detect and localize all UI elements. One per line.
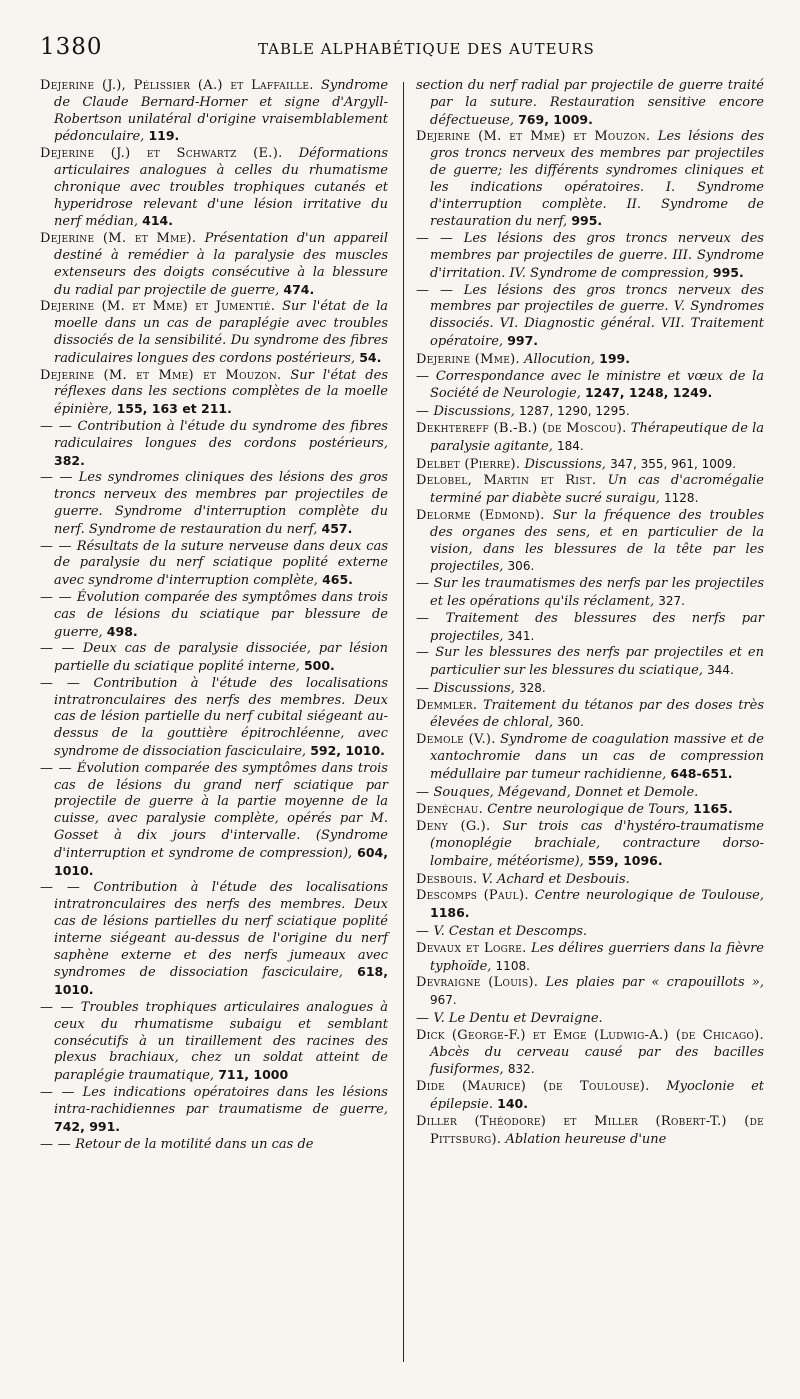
entry-author: — — (40, 1137, 72, 1153)
entry-pages: 382. (54, 452, 85, 468)
entry-title: Deux cas de paralysie dissociée, par lésion partielle du sciatique poplité interne, (54, 641, 388, 675)
entry-title: Présentation d'un appareil destiné à remédier à la paralysie des muscles extenseurs des doigts consécutive à la blessure du radial par projectile de guerre, (54, 231, 388, 298)
entry-title: Évolution comparée des symptômes dans trois cas de lésions du grand nerf sciatique par projectile de guerre à la partie moyenne de la cuisse, avec paralysie complète, opérés par M. Gosset à dix jours d'intervalle. (Syndrome d'interruption et syndrome de compression), (54, 760, 388, 861)
index-entry (416, 473, 764, 508)
entry-pages: 1287, 1290, 1295. (519, 404, 630, 419)
index-entry (416, 819, 764, 870)
entry-pages: 498. (106, 623, 138, 639)
entry-title: Les syndromes cliniques des lésions des gros troncs nerveux des membres par projectiles de guerre. Syndrome d'interruption complète du nerf. Syndrome de restauration du nerf, (54, 470, 388, 537)
entry-author: Dejerine (M. et Mme) et Mouzon. (416, 129, 651, 145)
entry-author: — (416, 576, 430, 592)
entry-pages: 1247, 1248, 1249. (584, 385, 713, 401)
index-entry (40, 368, 388, 419)
index-entry (40, 880, 388, 1000)
entry-author: — (416, 784, 430, 800)
entry-author: Diller (Théodore) et Miller (Robert-T.) (de Pittsburg). (416, 1113, 764, 1147)
entry-title: Traitement du tétanos par des doses très élevées de chloral, (430, 697, 764, 731)
entry-title: Centre neurologique de Toulouse, (534, 888, 764, 904)
entry-title: Contribution à l'étude des localisations intratronculaires des nerfs des membres. Deux cas de lésions partielles du nerf sciatique poplité interne siégeant au-dessus de l'origine du nerf saphène externe et des nerfs jumeaux avec syndromes de dissociation fasciculaire, (54, 880, 388, 981)
index-entry (416, 351, 764, 369)
entry-pages: 465. (322, 572, 353, 588)
entry-author: — — (416, 282, 454, 298)
entry-author: — — (40, 641, 75, 657)
entry-author: Devaux et Logre. (416, 940, 527, 956)
entry-title: V. Achard et Desbouis. (481, 871, 630, 887)
entry-title: Troubles trophiques articulaires analogues à ceux du rhumatisme subaigu et semblant consécutifs à un tiraillement des racines des plexus brachiaux, chez un soldat atteint de paraplégie traumatique, (54, 1000, 388, 1084)
entry-pages: 995. (571, 213, 603, 229)
entry-title: Sur l'état de la moelle dans un cas de paraplégie avec troubles dissociés de la sensibilité. Du syndrome des fibres radiculaires longues des cordons postérieurs, (54, 299, 388, 366)
index-entry (40, 78, 388, 146)
index-entry (416, 888, 764, 923)
entry-title: Les délires guerriers dans la fièvre typhoïde, (430, 940, 764, 974)
entry-author: Dide (Maurice) (de Toulouse). (416, 1079, 650, 1095)
entry-title: Discussions, (433, 404, 515, 420)
entry-author: — — (416, 231, 454, 247)
entry-pages: 604, 1010. (54, 844, 388, 878)
index-entry (40, 590, 388, 641)
index-entry (416, 1010, 764, 1028)
entry-title: Sur les blessures des nerfs par projectiles et en particulier sur les blessures du sciatique, (430, 645, 764, 679)
entry-title: Souques, Mégevand, Donnet et Demole. (433, 784, 699, 800)
entry-author: — (416, 610, 430, 626)
entry-author: — — (40, 675, 81, 691)
entry-title: Thérapeutique de la paralysie agitante, (430, 420, 764, 454)
index-entry (40, 761, 388, 881)
entry-author: — (416, 645, 430, 661)
entry-pages: 344. (707, 663, 734, 678)
entry-author: — — (40, 470, 73, 486)
index-entry (416, 421, 764, 456)
index-entry (416, 1079, 764, 1114)
entry-pages: 742, 991. (54, 1118, 121, 1134)
entry-pages: 119. (148, 128, 180, 144)
index-entry (416, 941, 764, 976)
index-entry (416, 78, 764, 129)
entry-title: Discussions, (433, 680, 515, 696)
entry-title: Sur la fréquence des troubles des organes des sens, et en particulier de la vision, dans les blessures de la tête par les projectiles, (430, 507, 764, 575)
entry-pages: 711, 1000 (218, 1067, 289, 1083)
entry-title: Les lésions des gros troncs nerveux des membres par projectiles de guerre. III. Syndrome d'irritation. IV. Syndrome de compression, (430, 231, 764, 281)
entry-author: — — (40, 760, 72, 776)
entry-title: Allocution, (524, 351, 595, 367)
entry-pages: 967. (430, 993, 457, 1008)
index-entry (416, 611, 764, 646)
index-entry (40, 470, 388, 538)
index-entry (40, 539, 388, 590)
entry-author: Descomps (Paul). (416, 888, 529, 904)
entry-author: Dejerine (J.) et Schwartz (E.). (40, 146, 283, 162)
entry-author: — (416, 1011, 430, 1027)
entry-author: — — (40, 1085, 75, 1101)
entry-title: Les plaies par « crapouillots », (545, 975, 764, 991)
index-entry (416, 698, 764, 733)
entry-author: Dejerine (M. et Mme) et Mouzon. (40, 367, 282, 383)
entry-title: Discussions, (524, 456, 606, 472)
entry-pages: 1186. (430, 905, 470, 921)
entry-author: — (416, 680, 430, 696)
entry-pages: 140. (497, 1096, 528, 1112)
entry-title: Un cas d'acromégalie terminé par diabète sucré suraigu, (430, 473, 764, 507)
index-entry (416, 403, 764, 421)
index-entry (416, 680, 764, 698)
entry-title: Évolution comparée des symptômes dans trois cas de lésions du sciatique par blessure de guerre, (54, 589, 388, 640)
index-entry (416, 1028, 764, 1079)
index-entry (40, 299, 388, 367)
entry-title: Contribution à l'étude des localisations intratronculaires des nerfs des membres. Deux cas de lésion partielle du nerf cubital siégeant au-dessus de la gouttière épitrochléenne, avec syndrome de dissociation fasciculaire, (54, 675, 388, 760)
index-entry (40, 419, 388, 470)
entry-pages: 648-651. (670, 765, 733, 781)
entry-title: V. Le Dentu et Devraigne. (433, 1011, 603, 1027)
entry-title: Myoclonie et épilepsie. (430, 1079, 765, 1113)
index-entry (416, 283, 764, 351)
entry-title: Traitement des blessures des nerfs par projectiles, (430, 610, 764, 644)
entry-title: Contribution à l'étude du syndrome des fibres radiculaires longues des cordons postérieurs, (54, 418, 388, 451)
index-entry (416, 369, 764, 404)
entry-author: Dick (George-F.) et Emge (Ludwig-A.) (de Chicago). (416, 1027, 764, 1043)
entry-title: Syndrome de Claude Bernard-Horner et signe d'Argyll-Robertson unilatéral d'origine vraisemblablement pédonculaire, (54, 78, 389, 145)
entry-author: — — (40, 880, 81, 896)
entry-author: Desbouis. (416, 871, 478, 887)
entry-title: Les lésions des gros troncs nerveux des membres par projectiles de guerre. V. Syndromes dissociés. VI. Diagnostic général. VII. Traitement opératoire, (430, 282, 764, 349)
index-entry (416, 576, 764, 611)
entry-author: Demole (V.). (416, 732, 496, 748)
entry-title: Les lésions des gros troncs nerveux des membres par projectiles de guerre; les différents syndromes cliniques et les indications opératoires. I. Syndrome d'interruption complète. II. Syndrome de restauration du nerf, (430, 129, 765, 230)
entry-pages: 997. (507, 332, 539, 348)
entry-pages: 306. (507, 559, 535, 574)
right-column (416, 78, 764, 1148)
entry-author: Dejerine (J.), Pélissier (A.) et Laffaille. (40, 78, 314, 93)
index-entry (40, 1000, 388, 1085)
entry-author: Demmler. (416, 697, 478, 713)
entry-pages: 54. (359, 349, 382, 365)
entry-title: Sur trois cas d'hystéro-traumatisme (monoplégie brachiale, contracture dorso-lombaire, météorisme), (430, 819, 764, 869)
entry-author: — (416, 368, 430, 384)
entry-author: — — (40, 538, 72, 554)
entry-pages: 199. (599, 350, 630, 366)
entry-pages: 1165. (693, 801, 733, 817)
entry-author: Delorme (Edmond). (416, 507, 545, 523)
index-entry (416, 129, 764, 231)
entry-author: Denéchau. (416, 802, 484, 818)
entry-title: Les indications opératoires dans les lésions intra-rachidiennes par traumatisme de guerre, (54, 1085, 388, 1117)
entry-author: — (416, 924, 430, 940)
entry-author: Devraigne (Louis). (416, 975, 539, 991)
column-divider (403, 82, 404, 1362)
index-entry (40, 1085, 388, 1136)
entry-author: — — (40, 418, 73, 434)
entry-title: Déformations articulaires analogues à celles du rhumatisme chronique avec troubles trophiques cutanés et hyperidrose relevant d'une lésion irritative du nerf médian, (54, 146, 388, 230)
index-columns (40, 78, 782, 1378)
entry-title: Abcès du cerveau causé par des bacilles fusiformes, (430, 1044, 764, 1078)
entry-title: Correspondance avec le ministre et vœux de la Société de Neurologie, (430, 368, 764, 402)
entry-pages: 457. (321, 520, 353, 536)
entry-author: Delbet (Pierre). (416, 456, 521, 472)
left-column (40, 78, 388, 1154)
entry-pages: 328. (519, 680, 546, 695)
entry-title: Retour de la motilité dans un cas de (75, 1137, 314, 1153)
entry-author: Dekhtereff (B.-B.) (de Moscou). (416, 420, 627, 436)
entry-pages: 155, 163 et 211. (116, 401, 232, 417)
entry-pages: 500. (303, 658, 335, 674)
entry-author: — — (40, 589, 72, 605)
entry-author: Deny (G.). (416, 819, 491, 835)
index-entry (40, 231, 388, 299)
entry-author: Dejerine (M. et Mme) et Jumentié. (40, 299, 276, 315)
entry-pages: 327. (658, 593, 685, 608)
entry-author: — (416, 404, 430, 420)
index-entry (416, 645, 764, 680)
entry-pages: 474. (283, 281, 315, 297)
entry-pages: 832. (507, 1062, 535, 1077)
entry-title: V. Cestan et Descomps. (433, 924, 588, 940)
entry-title: Ablation heureuse d'une (505, 1131, 667, 1147)
index-entry (416, 1114, 764, 1149)
index-entry (416, 508, 764, 576)
entry-pages: 347, 355, 961, 1009. (610, 456, 737, 471)
entry-title: Centre neurologique de Tours, (487, 802, 690, 818)
index-entry (416, 231, 764, 282)
entry-title: section du nerf radial par projectile de guerre traité par la suture. Restauration sensitive encore défectueuse, (416, 78, 764, 128)
index-entry (416, 732, 764, 783)
entry-author: — — (40, 1000, 74, 1016)
entry-pages: 559, 1096. (587, 852, 663, 868)
index-entry (40, 641, 388, 676)
index-entry (40, 146, 388, 231)
entry-pages: 414. (142, 213, 173, 229)
entry-title: Sur les traumatismes des nerfs par les projectiles et les opérations qu'ils réclament, (430, 576, 764, 609)
entry-title: Sur l'état des réflexes dans les sections complètes de la moelle épinière, (54, 367, 388, 418)
entry-pages: 1128. (664, 491, 699, 506)
running-head: TABLE ALPHABÉTIQUE DES AUTEURS (258, 40, 595, 58)
index-entry (40, 1136, 388, 1154)
entry-pages: 769, 1009. (518, 111, 593, 127)
entry-author: Delobel, Martin et Rist. (416, 473, 597, 489)
entry-pages: 1108. (495, 958, 530, 973)
index-entry (416, 871, 764, 889)
index-entry (416, 784, 764, 802)
entry-pages: 618, 1010. (54, 964, 388, 998)
index-entry (416, 923, 764, 941)
entry-title: Syndrome de coagulation massive et de xantochromie dans un cas de compression médullaire par tumeur rachidienne, (430, 732, 764, 782)
entry-pages: 184. (556, 438, 584, 453)
entry-pages: 995. (712, 264, 744, 280)
entry-pages: 341. (507, 628, 535, 643)
entry-author: Dejerine (M. et Mme). (40, 231, 197, 247)
index-entry (416, 801, 764, 819)
entry-pages: 592, 1010. (310, 743, 385, 759)
index-entry (416, 456, 764, 474)
index-entry (416, 975, 764, 1010)
entry-pages: 360. (557, 715, 584, 730)
entry-title: Résultats de la suture nerveuse dans deux cas de paralysie du nerf sciatique poplité externe avec syndrome d'interruption complète, (54, 538, 388, 589)
index-entry (40, 676, 388, 761)
page-number: 1380 (40, 34, 103, 60)
entry-author: Dejerine (Mme). (416, 351, 520, 367)
